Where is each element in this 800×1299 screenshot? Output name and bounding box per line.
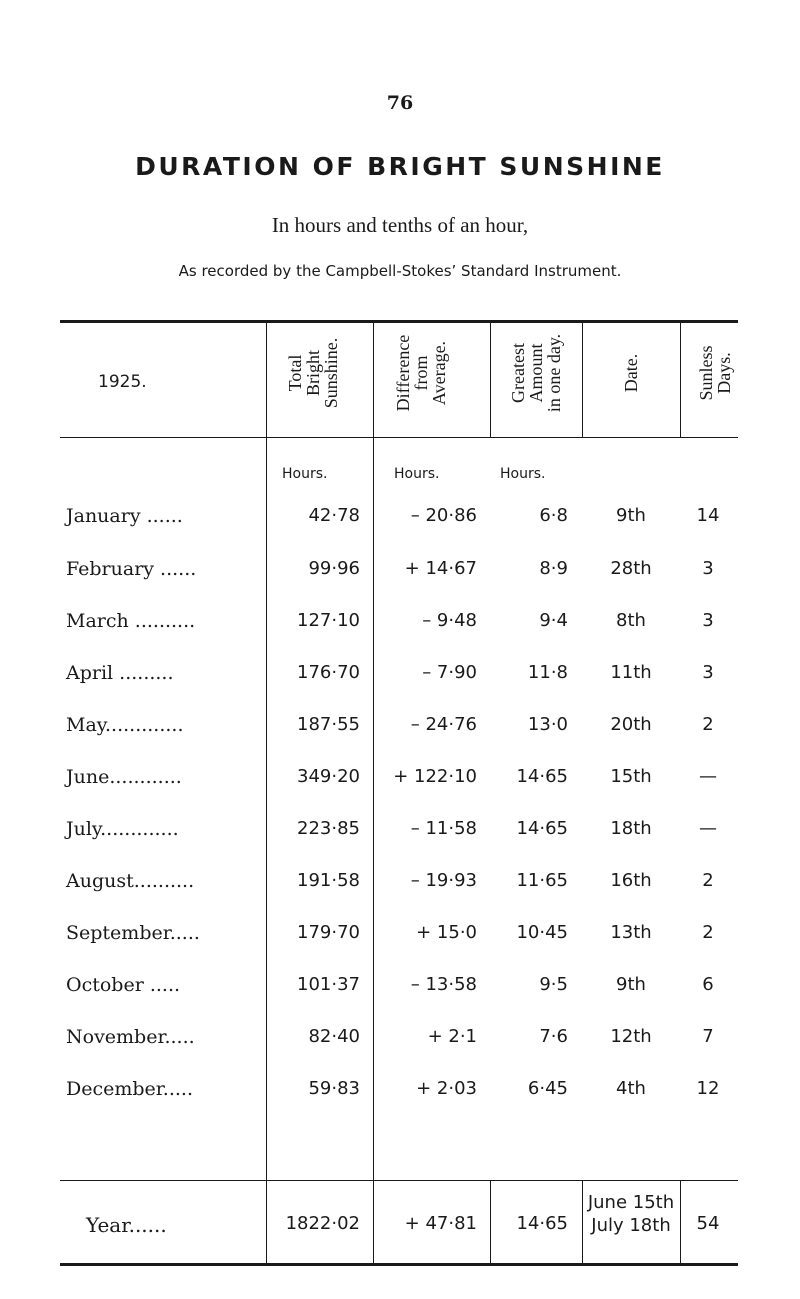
- sunless-days-value: 2: [702, 714, 714, 735]
- greatest-amount-value: 9·4: [539, 610, 568, 631]
- greatest-amount-value: 14·65: [516, 818, 568, 839]
- greatest-date-value: 9th: [616, 974, 646, 995]
- sunless-days-value: 3: [702, 610, 714, 631]
- header-bottom-rule: [60, 437, 738, 438]
- total-sunshine-value: 82·40: [308, 1026, 360, 1047]
- greatest-amount-value: 10·45: [516, 922, 568, 943]
- total-sunshine-value: 101·37: [297, 974, 360, 995]
- sunless-days-value: 2: [702, 870, 714, 891]
- year-greatest-amount: 14·65: [516, 1213, 568, 1234]
- sunless-days-value: 3: [702, 662, 714, 683]
- greatest-amount-value: 8·9: [539, 558, 568, 579]
- total-sunshine-value: 349·20: [297, 766, 360, 787]
- year-total-label: Year......: [86, 1213, 167, 1237]
- unit-greatest: Hours.: [500, 466, 546, 482]
- sunless-days-value: 3: [702, 558, 714, 579]
- greatest-date-value: 13th: [610, 922, 652, 943]
- difference-value: – 20·86: [410, 505, 477, 526]
- total-sunshine-value: 179·70: [297, 922, 360, 943]
- greatest-amount-value: 7·6: [539, 1026, 568, 1047]
- year-greatest-date-1: June 15th: [587, 1192, 675, 1213]
- greatest-amount-value: 11·65: [516, 870, 568, 891]
- difference-value: + 2·03: [416, 1078, 477, 1099]
- unit-difference: Hours.: [394, 466, 440, 482]
- greatest-amount-value: 11·8: [527, 662, 568, 683]
- header-total-bright-sunshine: Total Bright Sunshine.: [285, 337, 341, 409]
- header-date: Date.: [621, 353, 641, 393]
- month-label: April .........: [66, 662, 174, 684]
- total-sunshine-value: 42·78: [308, 505, 360, 526]
- month-label: March ..........: [66, 610, 196, 632]
- greatest-date-value: 11th: [610, 662, 652, 683]
- sunless-days-value: 6: [702, 974, 714, 995]
- table-bottom-rule: [60, 1263, 738, 1266]
- greatest-date-value: 16th: [610, 870, 652, 891]
- difference-value: – 11·58: [410, 818, 477, 839]
- year-total-sunshine: 1822·02: [285, 1213, 360, 1234]
- total-sunshine-value: 59·83: [308, 1078, 360, 1099]
- greatest-date-value: 9th: [616, 505, 646, 526]
- instrument-note: As recorded by the Campbell-Stokes’ Standard Instrument.: [178, 262, 622, 280]
- column-divider: [680, 1180, 681, 1263]
- total-sunshine-value: 191·58: [297, 870, 360, 891]
- greatest-date-value: 18th: [610, 818, 652, 839]
- greatest-date-value: 8th: [616, 610, 646, 631]
- sunless-days-value: 12: [696, 1078, 720, 1099]
- greatest-amount-value: 6·45: [527, 1078, 568, 1099]
- header-sunless-days: Sunless Days.: [696, 345, 734, 401]
- header-difference-from-average: Difference from Average.: [393, 334, 449, 412]
- greatest-amount-value: 13·0: [527, 714, 568, 735]
- total-sunshine-value: 127·10: [297, 610, 360, 631]
- greatest-amount-value: 9·5: [539, 974, 568, 995]
- month-label: February ......: [66, 558, 197, 580]
- difference-value: – 24·76: [410, 714, 477, 735]
- month-label: May.............: [66, 714, 184, 736]
- column-divider: [266, 323, 267, 1263]
- year-greatest-date-2: July 18th: [591, 1215, 671, 1236]
- month-label: January ......: [66, 505, 183, 527]
- header-greatest-amount: Greatest Amount in one day.: [508, 333, 564, 413]
- total-sunshine-value: 223·85: [297, 818, 360, 839]
- greatest-amount-value: 6·8: [539, 505, 568, 526]
- month-label: August..........: [66, 870, 195, 892]
- greatest-date-value: 15th: [610, 766, 652, 787]
- difference-value: + 15·0: [416, 922, 477, 943]
- greatest-date-value: 28th: [610, 558, 652, 579]
- greatest-date-value: 4th: [616, 1078, 646, 1099]
- difference-value: + 2·1: [427, 1026, 477, 1047]
- column-divider: [680, 323, 681, 437]
- sunless-days-value: —: [699, 818, 717, 839]
- difference-value: – 13·58: [410, 974, 477, 995]
- sunless-days-value: 7: [702, 1026, 714, 1047]
- difference-value: + 122·10: [393, 766, 477, 787]
- month-label: November.....: [66, 1026, 195, 1048]
- difference-value: – 19·93: [410, 870, 477, 891]
- year-total-difference: + 47·81: [404, 1213, 477, 1234]
- total-sunshine-value: 99·96: [308, 558, 360, 579]
- column-divider: [490, 323, 491, 437]
- difference-value: + 14·67: [404, 558, 477, 579]
- total-sunshine-value: 176·70: [297, 662, 360, 683]
- year-header: 1925.: [98, 372, 147, 392]
- page-title: DURATION OF BRIGHT SUNSHINE: [135, 152, 665, 181]
- sunless-days-value: 2: [702, 922, 714, 943]
- greatest-amount-value: 14·65: [516, 766, 568, 787]
- greatest-date-value: 20th: [610, 714, 652, 735]
- month-label: June............: [66, 766, 182, 788]
- column-divider: [490, 1180, 491, 1263]
- sunless-days-value: 14: [696, 505, 720, 526]
- year-sunless-days: 54: [696, 1213, 720, 1234]
- page-subtitle: In hours and tenths of an hour,: [271, 213, 529, 237]
- month-label: July.............: [66, 818, 179, 840]
- month-label: October .....: [66, 974, 181, 996]
- month-label: September.....: [66, 922, 200, 944]
- page-number: 76: [386, 92, 414, 114]
- unit-total: Hours.: [282, 466, 328, 482]
- total-separator-rule: [60, 1180, 738, 1181]
- difference-value: – 9·48: [422, 610, 477, 631]
- column-divider: [373, 323, 374, 1263]
- greatest-date-value: 12th: [610, 1026, 652, 1047]
- sunless-days-value: —: [699, 766, 717, 787]
- difference-value: – 7·90: [422, 662, 477, 683]
- month-label: December.....: [66, 1078, 193, 1100]
- column-divider: [582, 323, 583, 437]
- total-sunshine-value: 187·55: [297, 714, 360, 735]
